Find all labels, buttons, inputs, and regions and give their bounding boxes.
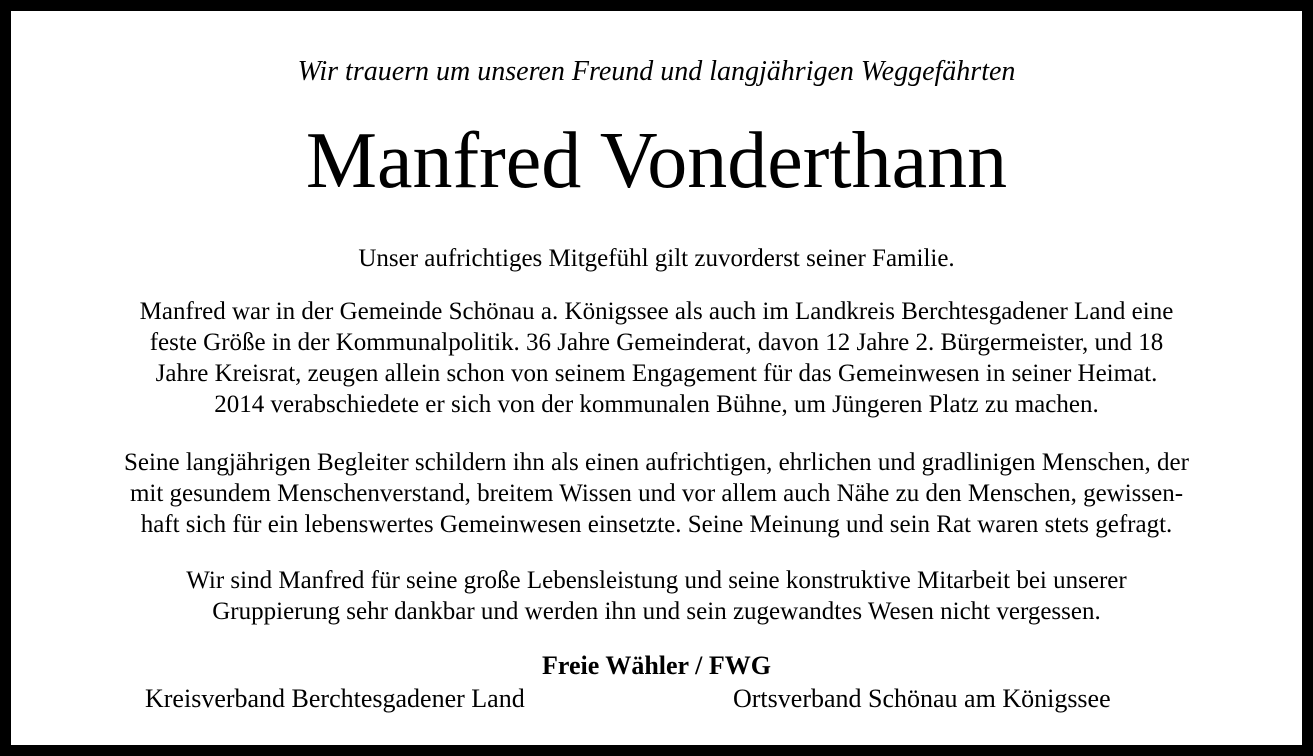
condolence-paragraph — [41, 243, 1272, 274]
paragraph-line: Jahre Kreisrat, zeugen allein schon von seinem Engagement für das Gemeinwesen in seiner Heimat. — [155, 360, 1158, 387]
paragraph-line: Unser aufrichtiges Mitgefühl gilt zuvorderst seiner Familie. — [358, 245, 955, 272]
paragraph-line: Seine langjährigen Begleiter schildern ihn als einen aufrichtigen, ehrlichen und gradlinigen Menschen, der — [124, 449, 1189, 476]
gratitude-paragraph — [41, 565, 1272, 627]
organization-signoff: Freie Wähler / FWG — [542, 651, 771, 680]
paragraph-line: feste Größe in der Kommunalpolitik. 36 Jahre Gemeinderat, davon 12 Jahre 2. Bürgermeister, und 18 — [149, 329, 1164, 356]
intro-line: Wir trauern um unseren Freund und langjährigen Weggefährten — [297, 56, 1016, 87]
local-branch: Ortsverband Schönau am Königssee — [733, 684, 1111, 713]
paragraph-line: 2014 verabschiedete er sich von der kommunalen Bühne, um Jüngeren Platz zu machen. — [214, 391, 1099, 418]
paragraph-line: mit gesundem Menschenverstand, breitem Wissen und vor allem auch Nähe zu den Menschen, gewissen- — [129, 480, 1184, 507]
paragraph-line: haft sich für ein lebenswertes Gemeinwesen einsetzte. Seine Meinung und sein Rat waren stets gefragt. — [140, 511, 1173, 538]
district-branch: Kreisverband Berchtesgadener Land — [145, 684, 525, 713]
paragraph-line: Wir sind Manfred für seine große Lebensleistung und seine konstruktive Mitarbeit bei unserer — [186, 567, 1127, 594]
career-paragraph — [41, 296, 1272, 420]
paragraph-line: Manfred war in der Gemeinde Schönau a. Königssee als auch im Landkreis Berchtesgadener Land eine — [139, 298, 1174, 325]
deceased-name: Manfred Vonderthann — [305, 117, 1008, 205]
character-paragraph — [41, 447, 1272, 540]
paragraph-line: Gruppierung sehr dankbar und werden ihn und sein zugewandtes Wesen nicht vergessen. — [212, 598, 1101, 625]
